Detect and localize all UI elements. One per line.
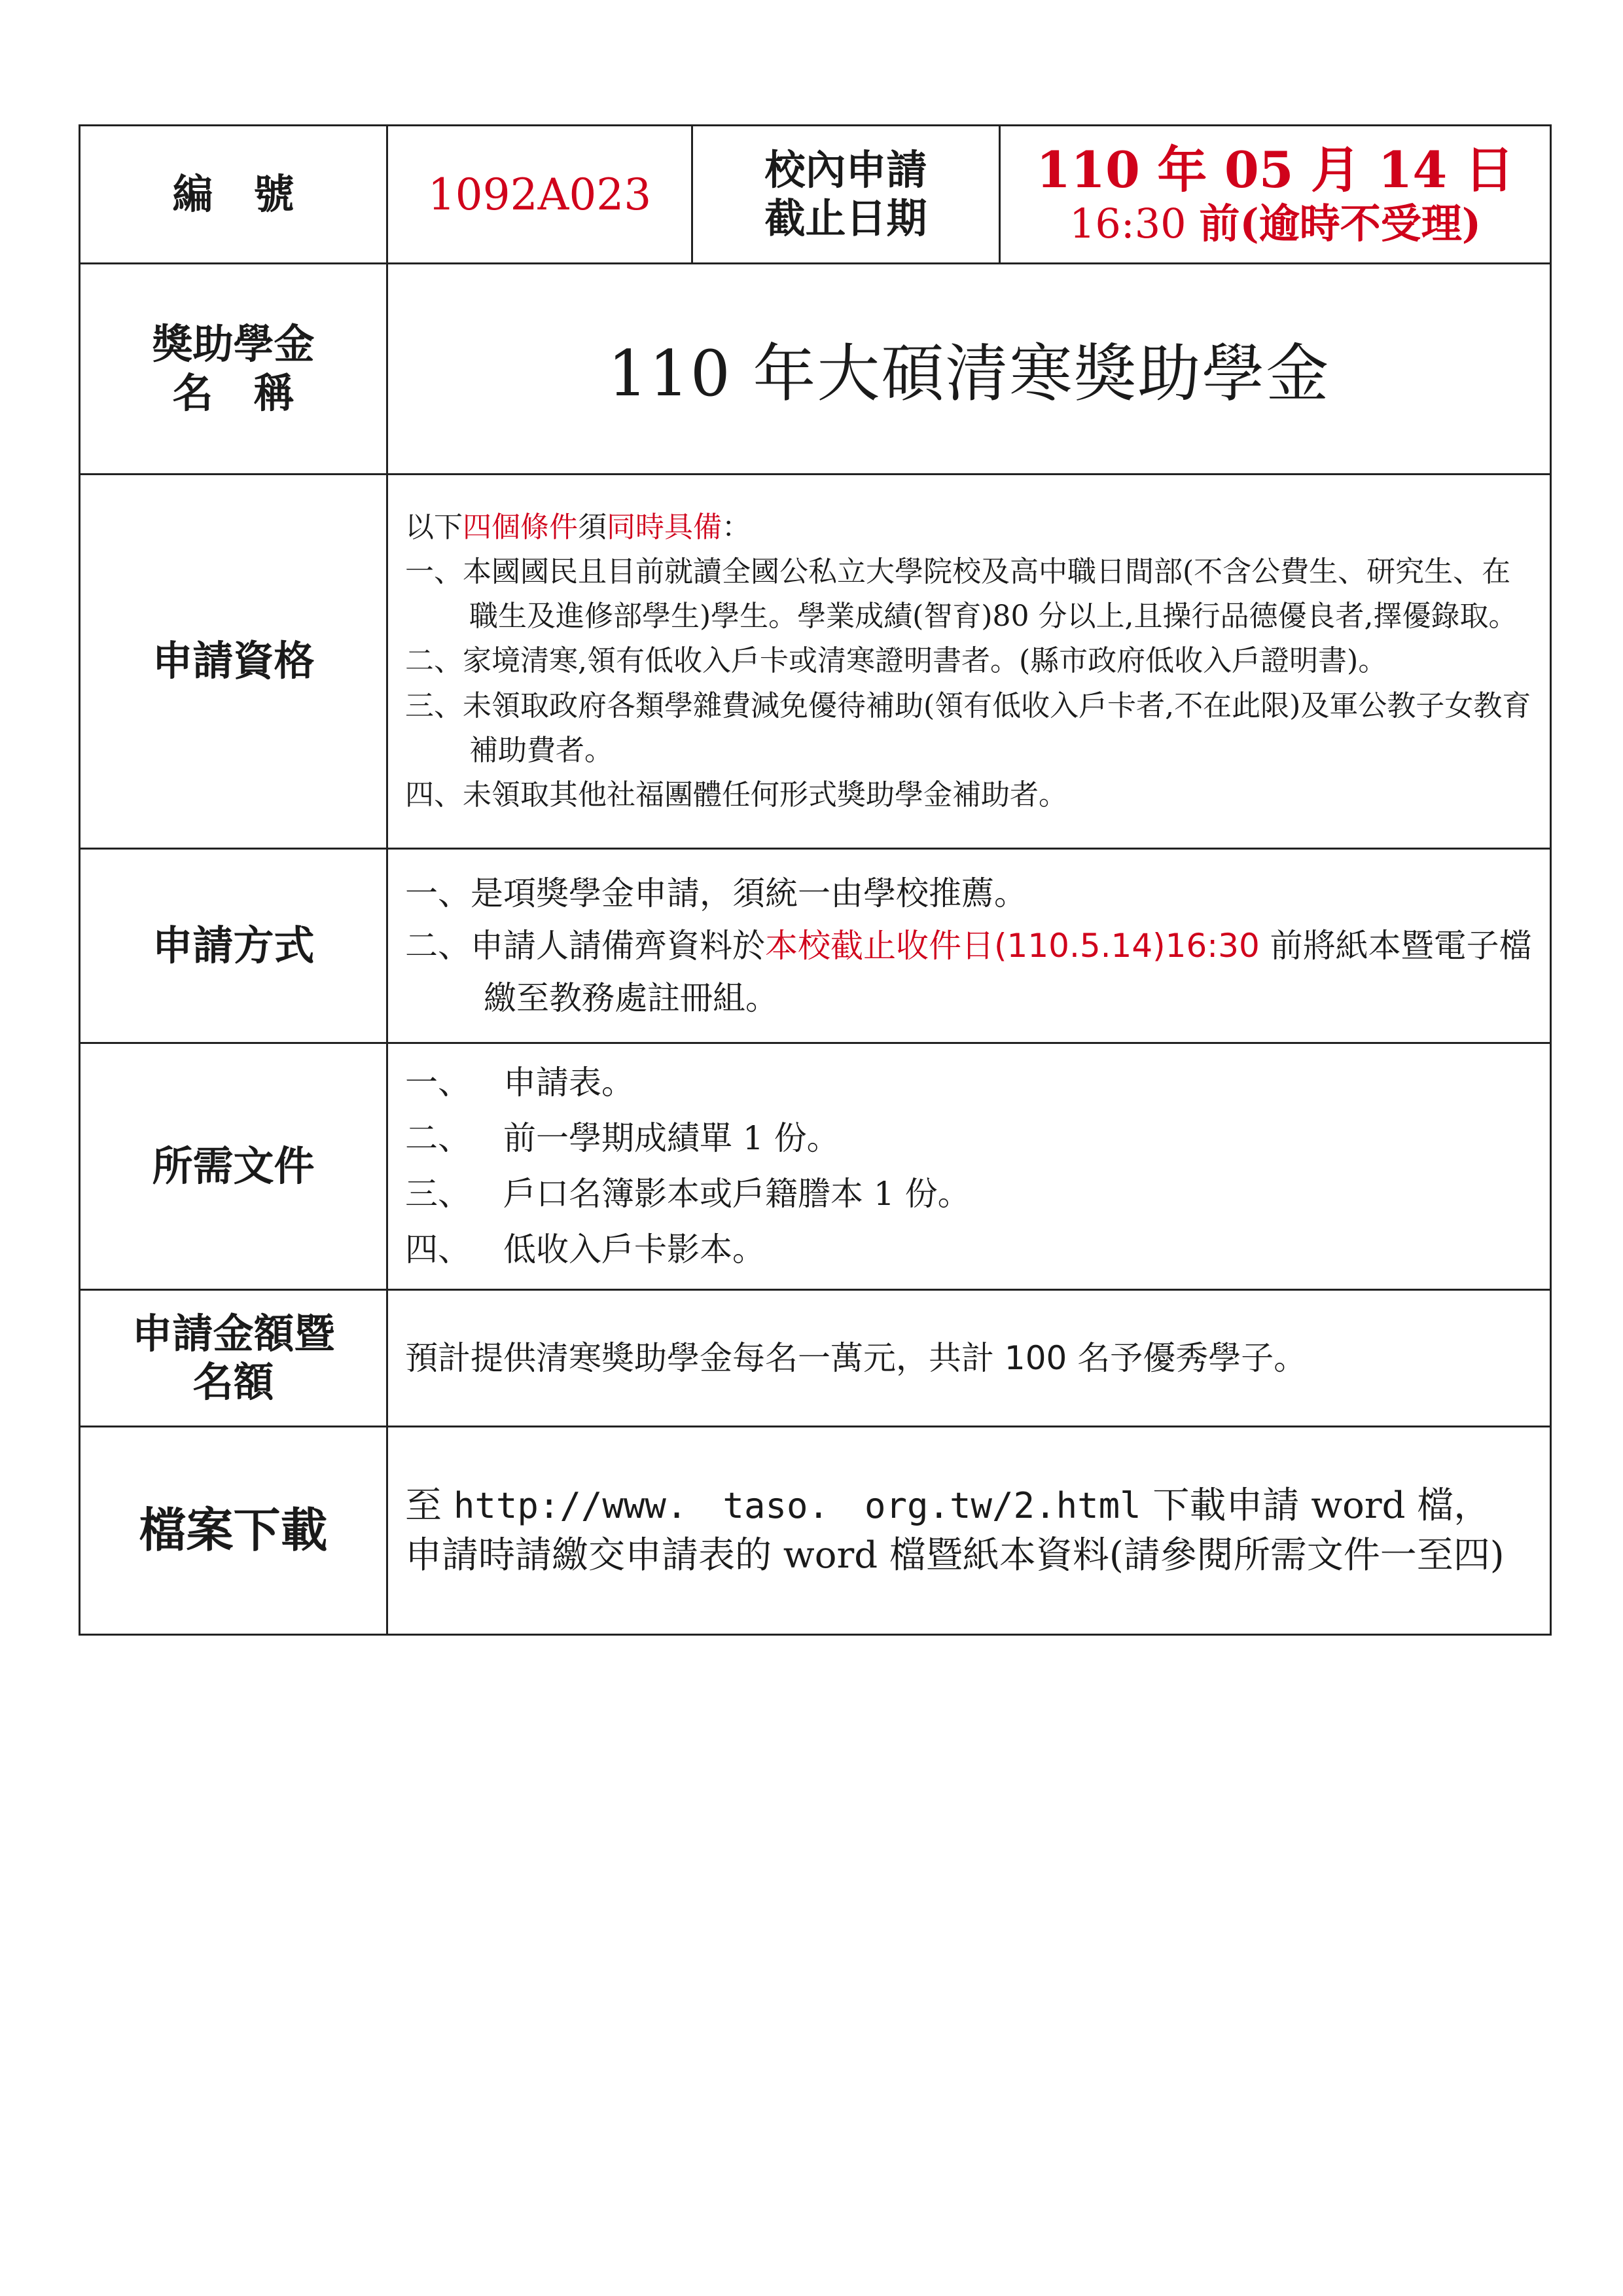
download-label: 檔案下載 [80,1427,387,1635]
eligibility-item: 三、未領取政府各類學雜費減免優待補助(領有低收入戶卡者,不在此限)及軍公教子女教育補助費者。 [405,689,1531,767]
document-item: 四、 低收入戶卡影本。 [405,1230,765,1268]
eligibility-item: 四、未領取其他社福團體任何形式獎助學金補助者。 [405,778,1067,812]
method-label: 申請方式 [80,849,387,1043]
id-value: 1092A023 [387,126,692,264]
eligibility-row [80,475,1551,849]
deadline-time: 16:30 前(逾時不受理) [1069,200,1482,248]
id-label: 編 號 [80,126,387,264]
documents-row [80,1043,1551,1290]
download-row [80,1427,1551,1635]
method-row [80,849,1551,1043]
method-item-1: 一、是項獎學金申請，須統一由學校推薦。 [405,874,1027,912]
deadline-label: 校內申請 截止日期 [692,126,1000,264]
deadline-date: 110 年 05 月 14 日 [1036,141,1514,200]
method-item-2: 二、申請人請備齊資料於本校截止收件日(110.5.14)16:30 前將紙本暨電子檔繳至教務處註冊組。 [405,927,1532,1017]
document-item: 一、 申請表。 [405,1064,634,1102]
documents-label: 所需文件 [80,1043,387,1290]
download-content: 至 http://www. taso. org.tw/2.html 下載申請 word 檔，申請時請繳交申請表的 word 檔暨紙本資料(請參閱所需文件一至四) [387,1427,1551,1635]
scholarship-form-table [79,124,1552,1636]
method-content [387,849,1551,1043]
eligibility-content [387,475,1551,849]
amount-row [80,1290,1551,1427]
amount-label: 申請金額暨 名額 [80,1290,387,1427]
download-link[interactable]: http://www. taso. org.tw/2.html [453,1484,1141,1526]
scholarship-name-row [80,264,1551,475]
document-item: 二、 前一學期成績單 1 份。 [405,1119,840,1157]
amount-content: 預計提供清寒獎助學金每名一萬元，共計 100 名予優秀學子。 [387,1290,1551,1427]
eligibility-item: 二、家境清寒,領有低收入戶卡或清寒證明書者。(縣市政府低收入戶證明書)。 [405,644,1387,678]
deadline-value [1000,126,1551,264]
eligibility-intro: 以下四個條件須同時具備： [405,510,751,544]
document-item: 三、 戶口名簿影本或戶籍謄本 1 份。 [405,1175,971,1213]
eligibility-item: 一、本國國民且目前就讀全國公私立大學院校及高中職日間部(不含公費生、研究生、在職生及進修部學生)學生。學業成績(智育)80 分以上,且操行品德優良者,擇優錄取。 [405,555,1518,634]
scholarship-title: 110 年大碩清寒獎助學金 [387,264,1551,475]
eligibility-label: 申請資格 [80,475,387,849]
documents-content [387,1043,1551,1290]
scholarship-name-label: 獎助學金 名 稱 [80,264,387,475]
header-row [80,126,1551,264]
